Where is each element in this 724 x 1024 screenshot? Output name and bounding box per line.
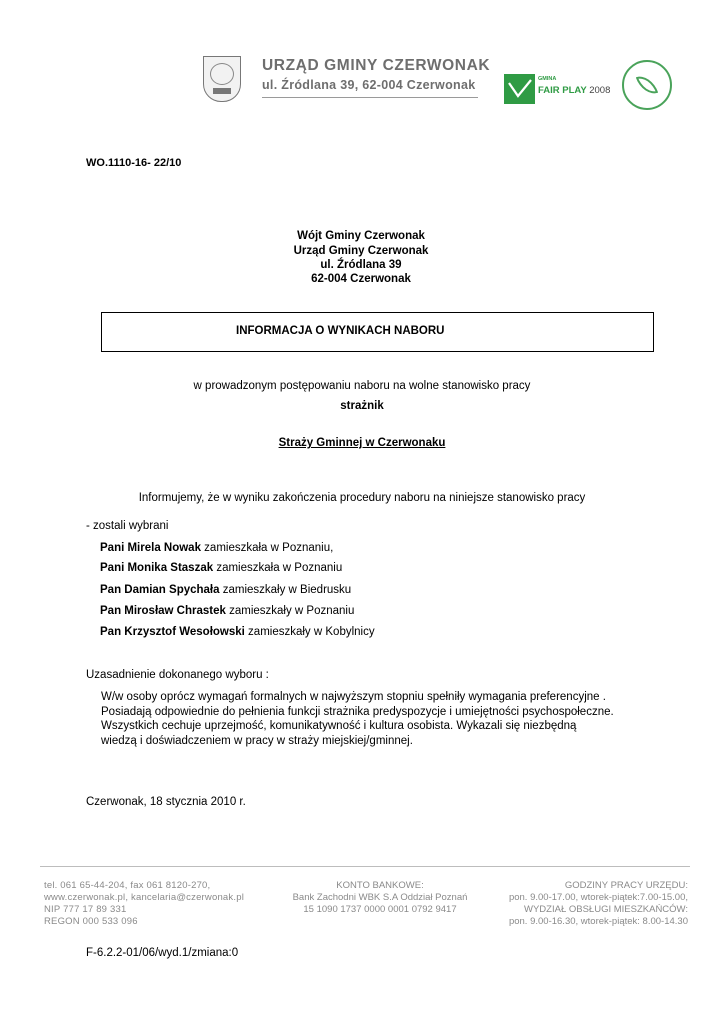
footer-contact-line: NIP 777 17 89 331 [44, 904, 127, 915]
place-date: Czerwonak, 18 stycznia 2010 r. [86, 796, 246, 808]
coat-of-arms-logo [203, 56, 241, 102]
person-residence: zamieszkały w Biedrusku [219, 584, 352, 596]
crest-base-icon [213, 88, 231, 94]
person-entry [100, 626, 375, 638]
addressee-line: Wójt Gminy Czerwonak [297, 230, 425, 242]
footer-bank-line: KONTO BANKOWE: [336, 880, 424, 891]
form-code: F-6.2.2-01/06/wyd.1/zmiana:0 [86, 947, 239, 959]
footer-hours-line: WYDZIAŁ OBSŁUGI MIESZKAŃCÓW: [524, 904, 688, 915]
person-residence: zamieszkała w Poznaniu [213, 562, 343, 574]
addressee-line: ul. Źródlana 39 [320, 259, 402, 271]
unit-name: Straży Gminnej w Czerwonaku [278, 437, 446, 449]
leaf-icon [636, 72, 659, 98]
wheel-icon [210, 63, 234, 85]
justification-line: Wszystkich cechuje uprzejmość, komunikatywność i kultura osobista. Wykazali się niezbędną [101, 720, 577, 732]
person-entry [100, 605, 354, 617]
person-name: Pan Mirosław Chrastek [100, 605, 226, 617]
person-name: Pani Monika Staszak [100, 562, 214, 574]
footer-bank-line: Bank Zachodni WBK S.A Oddział Poznań [292, 892, 468, 903]
document-title: INFORMACJA O WYNIKACH NABORU [236, 325, 445, 337]
addressee-line: Urząd Gminy Czerwonak [293, 245, 429, 257]
footer-hours [470, 880, 688, 928]
justification-line: Posiadają odpowiednie do pełnienia funkcji strażnika predyspozycje i umiejętności psychospołeczne. [101, 705, 614, 718]
fairplay-label [538, 85, 610, 96]
position-name: strażnik [340, 400, 384, 412]
person-entry [100, 584, 351, 596]
footer-contact-line: tel. 061 65-44-204, fax 061 8120-270, [44, 880, 211, 891]
person-residence: zamieszkały w Kobylnicy [244, 626, 375, 638]
footer-divider [40, 866, 690, 867]
footer-bank-line: 15 1090 1737 0000 0001 0792 9417 [303, 904, 457, 915]
fairplay-name: FAIR PLAY [538, 85, 587, 96]
justification-text [101, 690, 661, 748]
document-reference: WO.1110-16- 22/10 [86, 157, 182, 169]
footer-contact-line: www.czerwonak.pl, kancelaria@czerwonak.pl [44, 892, 245, 903]
footer-hours-line: pon. 9.00-16.30, wtorek-piątek: 8.00-14.30 [508, 916, 688, 927]
title-box [101, 312, 654, 352]
person-residence: zamieszkała w Poznaniu, [200, 542, 334, 554]
inform-text: Informujemy, że w wyniku zakończenia procedury naboru na niniejsze stanowisko pracy [138, 492, 586, 504]
header-divider [262, 97, 478, 98]
office-name: URZĄD GMINY CZERWONAK [262, 57, 491, 74]
footer-contact-line: REGON 000 533 096 [44, 916, 138, 927]
fairplay-logo-icon [504, 74, 535, 104]
justification-line: wiedzą i doświadczeniem w pracy w straży miejskiej/gminnej. [101, 734, 413, 747]
footer-contact [44, 880, 244, 928]
office-address: ul. Źródlana 39, 62-004 Czerwonak [262, 78, 476, 92]
person-name: Pani Mirela Nowak [100, 542, 201, 554]
selected-label: - zostali wybrani [86, 520, 169, 532]
footer-bank [270, 880, 490, 916]
person-name: Pan Damian Spychała [100, 584, 220, 596]
fairplay-gmina-label: GMINA [538, 76, 557, 82]
person-residence: zamieszkały w Poznaniu [225, 605, 355, 617]
person-entry [100, 542, 333, 554]
footer-hours-line: pon. 9.00-17.00, wtorek-piątek:7.00-15.00, [508, 892, 688, 903]
person-entry [100, 562, 342, 574]
justification-label: Uzasadnienie dokonanego wyboru : [86, 669, 269, 681]
justification-line: W/w osoby oprócz wymagań formalnych w najwyższym stopniu spełniły wymagania preferencyjne . [101, 691, 606, 703]
eco-certificate-logo [622, 60, 672, 110]
addressee-line: 62-004 Czerwonak [311, 273, 411, 285]
intro-text: w prowadzonym postępowaniu naboru na wolne stanowisko pracy [193, 380, 531, 392]
fairplay-year: 2008 [589, 85, 611, 96]
footer-hours-line: GODZINY PRACY URZĘDU: [564, 880, 688, 891]
person-name: Pan Krzysztof Wesołowski [100, 626, 245, 638]
